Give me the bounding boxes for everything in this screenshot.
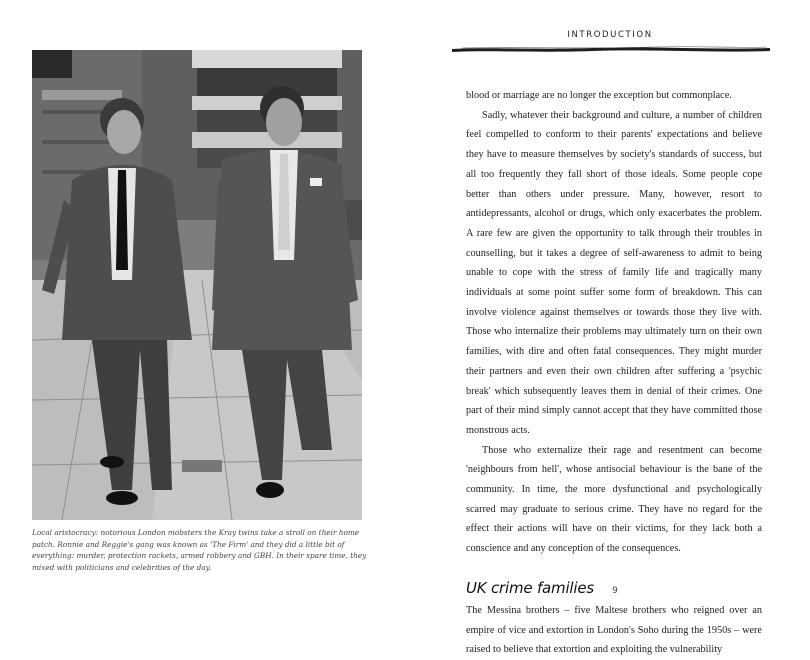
body-paragraph: Sadly, whatever their background and culture, a number of children feel compelled to conform to their parents' expectations and believe they have to measure themselves by society's standards of success, but all too frequently they fall short of those ideals. Some people cope better than others under pressure. Many, however, resort to antidepressants, alcohol or drugs, which only exacerbates the problem. A rare few are given the opportunity to talk through their troubles in counselling, but it takes a degree of self-awareness to admit to being unable to cope with the stress of family life and tragically many individuals at some point suffer some form of breakdown. This can involve violence against themselves or towards those they live with. Those who internalize their problems may ultimately turn on their own families, with dire and often fatal consequences. They might murder their partners and even their own children after suffering a 'psychic break' which subsequently leaves them in denial of their crimes. One part of their mind simply cannot accept that they have committed those monstrous acts.: [466, 109, 762, 436]
section-subheading: UK crime families: [466, 578, 595, 597]
photo-illustration: [32, 50, 362, 520]
photo-caption: Local aristocracy: notorious London mobsters the Kray twins take a stroll on their home patch. Ronnie and Reggie's gang was known as 'The Firm' and they did a little bit of everything: murder, protection rackets, armed robbery and GBH. In their spare time, they mixed with politicians and celebrities of the day.: [32, 528, 367, 573]
kray-twins-photo: [32, 50, 362, 520]
body-paragraph: Those who externalize their rage and resentment can become 'neighbours from hell', whose antisocial behaviour is the bane of the community. In time, the more dysfunctional and psychologically scarred may graduate to serious crime. They have no regard for the effect their actions will have on their victims, for they lack both a conscience and any conception of the consequences.: [466, 444, 762, 555]
running-head: INTRODUCTION: [567, 30, 653, 40]
section-paragraph: The Messina brothers – five Maltese brothers who reigned over an empire of vice and extortion in London's Soho during the 1950s – were raised to believe that extortion and exploiting the vulnerability: [466, 604, 762, 656]
page-number: 9: [612, 586, 618, 596]
body-paragraph: blood or marriage are no longer the exception but commonplace.: [466, 90, 732, 101]
brush-stroke-divider: [452, 43, 770, 55]
body-text-column: [466, 86, 762, 660]
